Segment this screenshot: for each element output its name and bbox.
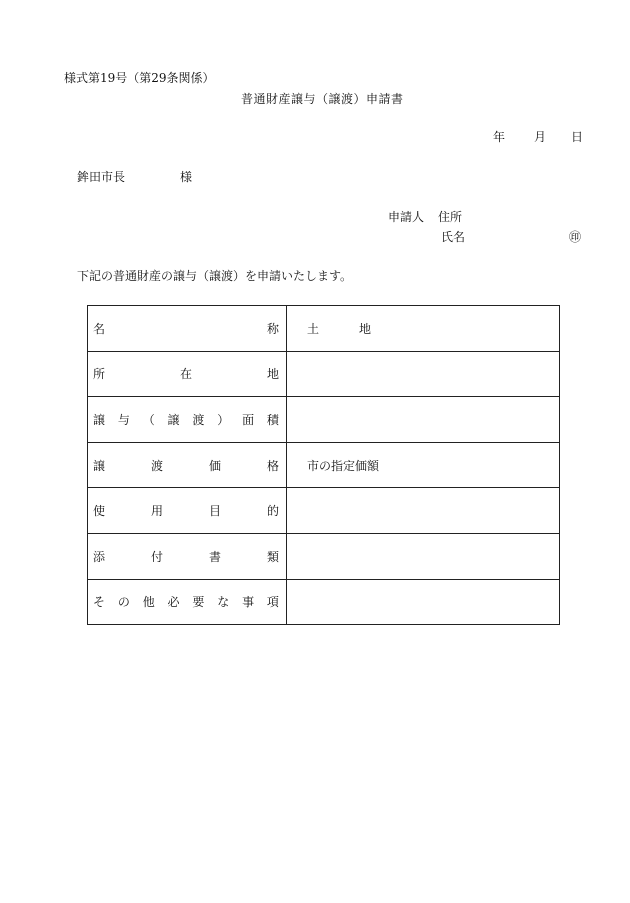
row-label-char: 書: [208, 549, 221, 564]
row-label-char: 在: [179, 367, 192, 382]
row-label-char: 項: [266, 595, 279, 610]
table-row: [88, 579, 560, 625]
table-row: [88, 488, 560, 534]
row-label: [88, 320, 286, 337]
row-label-char: 譲: [93, 412, 106, 427]
addressee-name: 鉾田市長: [77, 170, 126, 184]
table-row: [88, 442, 560, 488]
row-label-char: 渡: [150, 458, 163, 473]
document-title: 普通財産譲与（譲渡）申請書: [241, 92, 404, 106]
row-label-char: 要: [192, 595, 205, 610]
applicant-address-label: 住所: [438, 210, 463, 224]
row-label-cell: [88, 306, 287, 352]
applicant-label: 申請人: [388, 210, 425, 224]
row-value-cell[interactable]: [287, 579, 560, 625]
row-label-char: 価: [208, 458, 221, 473]
row-label-char: （: [142, 412, 155, 427]
row-label-char: 目: [208, 504, 221, 519]
row-label-char: 添: [93, 549, 106, 564]
application-table-body: [88, 306, 560, 625]
row-label-char: 渡: [192, 412, 205, 427]
row-value-cell[interactable]: [287, 306, 560, 352]
row-label-char: の: [117, 595, 130, 610]
seal-mark: ㊞: [569, 230, 582, 244]
applicant-name-label: 氏名: [441, 230, 466, 244]
row-label-char: 格: [266, 458, 279, 473]
row-label: [88, 457, 286, 474]
date-month-label: 月: [534, 130, 547, 144]
row-label-char: 面: [242, 412, 255, 427]
row-label-char: 地: [266, 367, 279, 382]
row-label-char: 他: [142, 595, 155, 610]
row-label-char: な: [217, 595, 230, 610]
row-label-char: 類: [266, 549, 279, 564]
application-table: [87, 305, 560, 625]
table-row: [88, 533, 560, 579]
row-label-char: 的: [266, 504, 279, 519]
row-label-char: ）: [217, 412, 230, 427]
row-label-cell: [88, 579, 287, 625]
row-label: [88, 548, 286, 565]
intro-statement: 下記の普通財産の譲与（譲渡）を申請いたします。: [77, 269, 353, 283]
row-label-cell: [88, 533, 287, 579]
row-label-char: 与: [117, 412, 130, 427]
row-label-cell: [88, 397, 287, 443]
date-year-label: 年: [493, 130, 506, 144]
row-value-cell[interactable]: [287, 351, 560, 397]
row-label-char: 積: [266, 412, 279, 427]
row-value-cell[interactable]: [287, 442, 560, 488]
row-label-cell: [88, 442, 287, 488]
row-label-char: 事: [242, 595, 255, 610]
row-value-cell[interactable]: [287, 533, 560, 579]
row-label-char: 譲: [167, 412, 180, 427]
row-label: [88, 411, 286, 428]
row-value: 市の指定価額: [307, 458, 380, 473]
row-label-cell: [88, 351, 287, 397]
row-label-cell: [88, 488, 287, 534]
row-label-char: 必: [167, 595, 180, 610]
row-label-char: 称: [266, 321, 279, 336]
row-value: 土地: [307, 321, 412, 336]
date-day-label: 日: [571, 130, 584, 144]
form-number: 様式第19号（第29条関係）: [64, 71, 215, 85]
row-label-char: 使: [93, 504, 106, 519]
row-label-char: 所: [93, 367, 106, 382]
row-label-char: そ: [93, 595, 106, 610]
row-label: [88, 502, 286, 519]
table-row: [88, 351, 560, 397]
row-label: [88, 593, 286, 610]
table-row: [88, 397, 560, 443]
row-label-char: 名: [93, 321, 106, 336]
row-value-cell[interactable]: [287, 397, 560, 443]
table-row: [88, 306, 560, 352]
addressee-honorific: 様: [180, 170, 193, 184]
row-label: [88, 365, 286, 382]
row-label-char: 付: [150, 549, 163, 564]
row-label-char: 譲: [93, 458, 106, 473]
row-label-char: 用: [150, 504, 163, 519]
row-value-cell[interactable]: [287, 488, 560, 534]
